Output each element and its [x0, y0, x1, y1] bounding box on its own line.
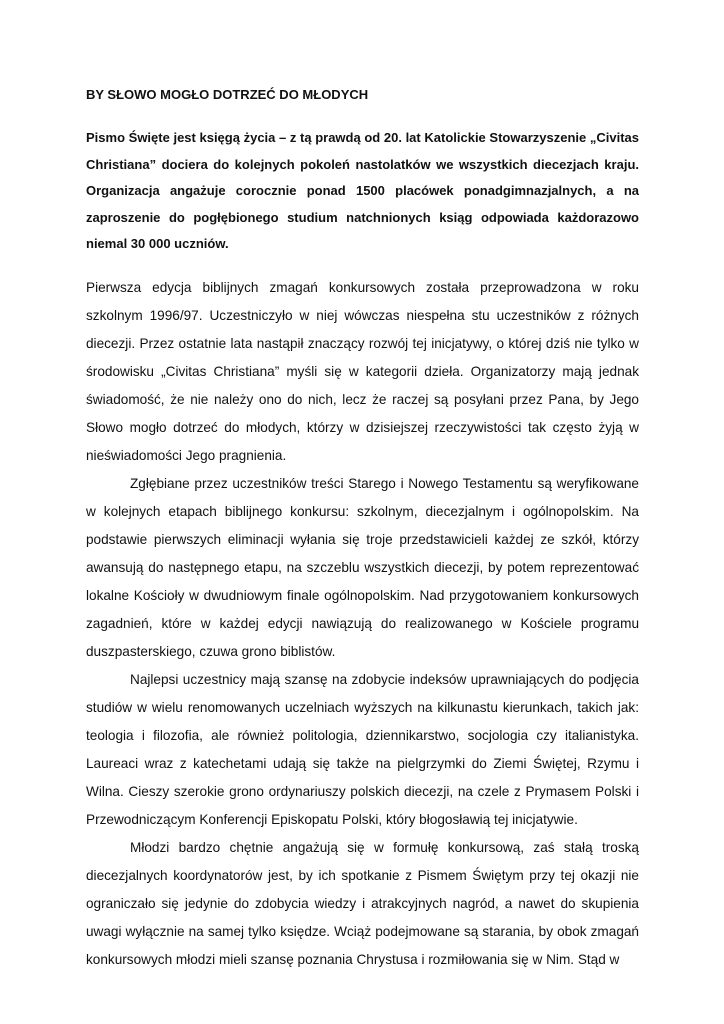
lead-paragraph: Pismo Święte jest księgą życia – z tą prawdą od 20. lat Katolickie Stowarzyszenie „Civitas Christiana” dociera do kolejnych pokoleń nastolatków we wszystkich diecezjach kraju. Organizacja angażuje corocznie ponad 1500 placówek ponadgimnazjalnych, a na zaproszenie do pogłębionego studium natchnionych ksiąg odpowiada każdorazowo niemal 30 000 uczniów.: [86, 130, 639, 251]
document-title: BY SŁOWO MOGŁO DOTRZEĆ DO MŁODYCH: [86, 87, 369, 102]
document-page: [86, 86, 639, 974]
body-paragraph-3: Najlepsi uczestnicy mają szansę na zdobycie indeksów uprawniających do podjęcia studiów w wielu renomowanych uczelniach wyższych na kilkunastu kierunkach, takich jak: teologia i filozofia, ale również politologia, dziennikarstwo, socjologia czy italianistyka. Laureaci wraz z katechetami udają się także na pielgrzymki do Ziemi Świętej, Rzymu i Wilna. Cieszy szerokie grono ordynariuszy polskich diecezji, na czele z Prymasem Polski i Przewodniczącym Konferencji Episkopatu Polski, który błogosławią tej inicjatywie.: [86, 671, 639, 827]
body-paragraph-2: Zgłębiane przez uczestników treści Starego i Nowego Testamentu są weryfikowane w kolejnych etapach biblijnego konkursu: szkolnym, diecezjalnym i ogólnopolskim. Na podstawie pierwszych eliminacji wyłania się troje przedstawicieli każdej ze szkół, którzy awansują do następnego etapu, na szczeblu wszystkich diecezji, by potem reprezentować lokalne Kościoły w dwudniowym finale ogólnopolskim. Nad przygotowaniem konkursowych zagadnień, które w każdej edycji nawiązują do realizowanego w Kościele programu duszpasterskiego, czuwa grono biblistów.: [86, 475, 639, 659]
body-paragraph-4: Młodzi bardzo chętnie angażują się w formułę konkursową, zaś stałą troską diecezjalnych koordynatorów jest, by ich spotkanie z Pismem Świętym przy tej okazji nie ograniczało się jedynie do zdobycia wiedzy i atrakcyjnych nagród, a nawet do skupienia uwagi wyłącznie na samej tylko księdze. Wciąż podejmowane są starania, by obok zmagań konkursowych młodzi mieli szansę poznania Chrystusa i rozmiłowania się w Nim. Stąd w: [86, 839, 639, 967]
document-body: [86, 274, 639, 974]
body-paragraph-1: Pierwsza edycja biblijnych zmagań konkursowych została przeprowadzona w roku szkolnym 1996/97. Uczestniczyło w niej wówczas niespełna stu uczestników z różnych diecezji. Przez ostatnie lata nastąpił znaczący rozwój tej inicjatywy, o której dziś nie tylko w środowisku „Civitas Christiana” myśli się w kategorii dzieła. Organizatorzy mają jednak świadomość, że nie należy ono do nich, lecz że raczej są posyłani przez Pana, by Jego Słowo mogło dotrzeć do młodych, którzy w dzisiejszej rzeczywistości tak często żyją w nieświadomości Jego pragnienia.: [86, 279, 639, 463]
